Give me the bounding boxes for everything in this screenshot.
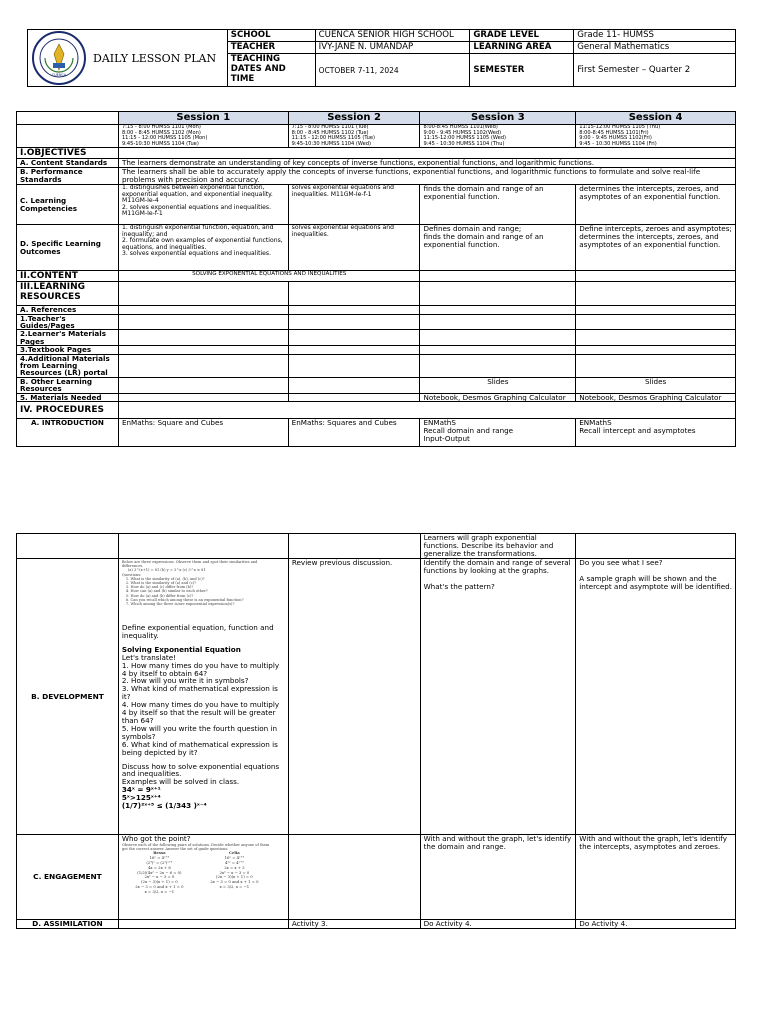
engagement-s1 [118, 835, 288, 920]
performance-standards-label: B. Performance Standards [17, 168, 119, 185]
competencies-label: C. Learning Competencies [17, 185, 119, 225]
engagement-title: Who got the point? [121, 834, 191, 843]
solution-step: 4x = 2x + 6 [148, 864, 171, 870]
empty-cell [288, 282, 420, 306]
materials-s3: Notebook, Desmos Graphing Calculator [420, 393, 576, 402]
area-label: LEARNING AREA [470, 42, 574, 54]
grade-label: GRADE LEVEL [470, 30, 574, 42]
materials-s4: Notebook, Desmos Graphing Calculator [576, 393, 736, 402]
schedule-line: 9:45-10:30 HUMSS 1104 (Wed) [291, 140, 371, 147]
resources-heading: III.LEARNING RESOURCES [17, 282, 119, 306]
empty-cell [288, 346, 420, 354]
dates-value: OCTOBER 7-11, 2024 [315, 54, 470, 87]
outcomes-label: D. Specific Learning Outcomes [17, 225, 119, 271]
schedule-line: 7:15 - 8:00 HUMSS 1101 (Mon) [121, 124, 201, 130]
empty-cell [420, 306, 576, 314]
session-4-title: Session 4 [576, 112, 736, 125]
content-standards-text: The learners demonstrate an understanding of key concepts of inverse functions, exponential functions, and logarithmic functions. [118, 159, 735, 168]
empty-cell [420, 314, 576, 330]
objectives-spacer [118, 148, 735, 159]
solution-step: 16ˣ = 4ˣ⁺³ [224, 855, 245, 861]
schedule-line: 9:00 - 9:45 HUMSS 1102(Wed) [423, 129, 502, 136]
empty-cell [420, 354, 576, 377]
thumb-line: 1. What is the similarity of (a), (b), and (c)? [125, 576, 205, 581]
assimilation-label: D. ASSIMILATION [17, 920, 119, 929]
empty-cell [288, 354, 420, 377]
teacher-guides-label: 1.Teacher's Guides/Pages [17, 314, 119, 330]
teacher-label: TEACHER [227, 42, 315, 54]
example-3: (1/7)²ˣ⁺⁵ ≤ (1/343 )ˣ⁻⁴ [121, 801, 207, 811]
other-resources-s2 [288, 377, 420, 393]
engagement-s3: With and without the graph, let's identify the domain and range. [420, 835, 576, 920]
other-resources-s3: Slides [420, 377, 576, 393]
thumb-line: Below are three expressions. Observe them and spot their similarities and differences. [121, 560, 258, 569]
development-s1 [118, 559, 288, 835]
schedule-line: 11:15 - 12:00 HUMSS 1105 (Tue) [291, 135, 376, 142]
intro-s1: EnMaths: Square and Cubes [118, 419, 288, 447]
questions-image [122, 560, 260, 618]
schedule-line: 11:15 - 12:00 HUMSS 1105 (Mon) [121, 135, 208, 142]
thumb-line: 2. What is the similarity of (a) and (c)? [125, 581, 197, 586]
school-value: CUENCA SENIOR HIGH SCHOOL [315, 30, 470, 42]
content-topic: SOLVING EXPONENTIAL EQUATIONS AND INEQUALITIES [118, 271, 420, 282]
outcome-s3: Defines domain and range; finds the domain and range of an exponential function. [420, 225, 576, 271]
graph-activity-s3: Learners will graph exponential functions. Describe its behavior and generalize the transformations. [420, 534, 576, 559]
assimilation-s4: Do Activity 4. [576, 920, 736, 929]
empty-cell [576, 354, 736, 377]
school-seal-icon [31, 30, 87, 86]
development-s2: Review previous discussion. [288, 559, 420, 835]
engagement-label: C. ENGAGEMENT [17, 835, 119, 920]
content-s3 [420, 271, 576, 282]
schedule-line: 9:45-10:30 HUMSS 1104 (Tue) [121, 140, 199, 147]
thumb-line: 3. How do (a) and (c) differ from (b)? [125, 585, 194, 590]
corner-cell [17, 112, 119, 125]
thumb-line: 4. How can (a) and (b) similar to each other? [125, 589, 208, 594]
header-table [27, 29, 736, 87]
solution-step: 2x − 3 = 0 and x + 1 = 0 [210, 879, 259, 885]
translate-questions: 1. How many times do you have to multiply 4 by itself to obtain 64? 2. How will you write it in symbols? 3. What kind of mathematical expression is it? 4. How many times do you have to multiply 4 by itself so that the result will be greater than 64? 5. How will you write the fourth question in symbols? 6. What kind of mathematical expression is being depicted by it? [121, 660, 280, 757]
session-4-schedule [576, 125, 736, 148]
empty-cell [576, 534, 736, 559]
session-3-title: Session 3 [420, 112, 576, 125]
empty-cell [118, 306, 288, 314]
learner-materials-label: 2.Learner's Materials Pages [17, 330, 119, 346]
content-heading: II.CONTENT [17, 271, 119, 282]
procedures-spacer [118, 402, 735, 419]
thumb-line: 6. Can you recall which among these is an exponential function? [125, 597, 244, 602]
session-1-schedule [118, 125, 288, 148]
solution-step: (1/2)(4x² − 2x − 6 = 0) [137, 869, 182, 875]
empty-cell [288, 314, 420, 330]
discuss-text: Discuss how to solve exponential equations and inequalities. Examples will be solved in class. [121, 761, 280, 787]
thumb-line: 7. Which among the three is/are exponential expression(s)? [125, 602, 235, 607]
empty-cell [118, 354, 288, 377]
schedule-line: 8:00-8:45 HUMSS 1101(Fri) [579, 129, 649, 136]
other-resources-s1 [118, 377, 288, 393]
lesson-plan-table [16, 111, 736, 447]
solution-step: x = 3/2, x = −1 [144, 888, 175, 894]
thumb-intro: Observe each of the following pairs of solutions. Decide whether anyone of them got the correct answer. Answer the set of guide questions. [121, 842, 270, 852]
assimilation-s1 [118, 920, 288, 929]
schedule-line: 9:45 - 10:30 HUMSS 1104 (Fri) [579, 140, 657, 147]
schedule-line: 11:15-12:00 HUMSS 1105 (Thu) [579, 124, 661, 130]
solution-step: (2x − 3)(x + 1) = 0 [216, 874, 253, 880]
competency-s2: solves exponential equations and inequalities. M11GM-Ie-f-1 [288, 185, 420, 225]
empty-cell [288, 534, 420, 559]
outcome-s2: solves exponential equations and inequalities. [288, 225, 420, 271]
outcome-s4: Define intercepts, zeroes and asymptotes; determines the intercepts, zeroes, and asymptotes of an exponential function. [576, 225, 736, 271]
development-s4: Do you see what I see? A sample graph will be shown and the intercept and asymptote will be identified. [576, 559, 736, 835]
engagement-s4: With and without the graph, let's identify the intercepts, asymptotes and zeroes. [576, 835, 736, 920]
schedule-line: 8:00 - 8:45 HUMSS 1102 (Tue) [291, 129, 369, 136]
performance-standards-text: The learners shall be able to accurately apply the concepts of inverse functions, exponential functions, and logarithmic functions to formulate and solve real-life problems with precision and accuracy. [118, 168, 735, 185]
svg-text:CUENCA: CUENCA [51, 73, 67, 77]
logo-title-cell [28, 30, 228, 87]
other-resources-label: B. Other Learning Resources [17, 377, 119, 393]
materials-needed-label: 5. Materials Needed [17, 393, 119, 402]
empty-cell [118, 314, 288, 330]
empty-cell [118, 534, 288, 559]
empty-cell [576, 314, 736, 330]
solution-step: (2x − 3)(x + 1) = 0 [141, 879, 178, 885]
dates-label: TEACHING DATES AND TIME [227, 54, 315, 87]
intro-s2: EnMaths: Squares and Cubes [288, 419, 420, 447]
thumb-line: (a) 3^(x+1) = 81 (b) y = 3^x (c) 3^x ≤ 81 [127, 568, 206, 573]
bessa-title: Bessa [153, 850, 166, 856]
translate-text: Let's translate! [121, 652, 177, 662]
schedule-line: 11:15-12:00 HUMSS 1105 (Wed) [423, 135, 506, 142]
solution-step: 4²ˣ = 4ˣ⁺³ [225, 859, 244, 865]
solutions-image [122, 843, 272, 895]
procedures-heading: IV. PROCEDURES [17, 402, 119, 419]
celia-title: Celia [228, 850, 240, 856]
solving-title: Solving Exponential Equation [121, 644, 241, 654]
solution-step: 2x² − x − 3 = 0 [219, 869, 250, 875]
empty-cell [118, 346, 288, 354]
materials-s2 [288, 393, 420, 402]
schedule-line: 9:00 - 9:45 HUMSS 1102(Fri) [579, 135, 652, 142]
celia-solution [197, 851, 272, 894]
additional-materials-label: 4.Additional Materials from Learning Resources (LR) portal [17, 354, 119, 377]
thumb-line: Questions: [121, 572, 142, 577]
development-label: B. DEVELOPMENT [17, 559, 119, 835]
plan-title: DAILY LESSON PLAN [93, 51, 217, 65]
solution-step: 2x² − x − 3 = 0 [144, 874, 175, 880]
introduction-label: A. INTRODUCTION [17, 419, 119, 447]
session-1-title: Session 1 [118, 112, 288, 125]
semester-label: SEMESTER [470, 54, 574, 87]
empty-cell [576, 306, 736, 314]
empty-cell [576, 282, 736, 306]
references-label: A. References [17, 306, 119, 314]
empty-cell [288, 306, 420, 314]
competency-s4: determines the intercepts, zeroes, and asymptotes of an exponential function. [576, 185, 736, 225]
solution-step: 2x − 3 = 0 and x + 1 = 0 [135, 883, 184, 889]
semester-value: First Semester – Quarter 2 [574, 54, 736, 87]
intro-s4: ENMathS Recall intercept and asymptotes [576, 419, 736, 447]
development-s3: Identify the domain and range of several functions by looking at the graphs. What's the pattern? [420, 559, 576, 835]
session-3-schedule [420, 125, 576, 148]
content-standards-label: A. Content Standards [17, 159, 119, 168]
other-resources-s4: Slides [576, 377, 736, 393]
intro-s3: ENMathS Recall domain and range Input-Output [420, 419, 576, 447]
solution-step: (2⁴)ˣ = (2²)ˣ⁺³ [146, 859, 173, 865]
grade-value: Grade 11- HUMSS [574, 30, 736, 42]
solution-step: 2x = x + 3 [224, 864, 245, 870]
empty-cell [420, 282, 576, 306]
solution-step: x = 3/2, x = −1 [219, 883, 250, 889]
empty-cell [576, 330, 736, 346]
outcome-s1: 1. distinguish exponential function, equation, and inequality; and 2. formulate own examples of exponential functions, equations, and inequalities. 3. solves exponential equations and inequalities. [118, 225, 288, 271]
schedule-corner [17, 125, 119, 148]
schedule-line: 7:15 - 8:00 HUMSS 1101 (Tue) [291, 124, 369, 130]
competency-s1: 1. distinguishes between exponential function, exponential equation, and exponential inequality. M11GM-Ie-4 2. solves exponential equations and inequalities. M11GM-Ie-f-1 [118, 185, 288, 225]
empty-cell [576, 346, 736, 354]
area-value: General Mathematics [574, 42, 736, 54]
example-2: 5ˣ>125ˣ⁺⁴ [121, 793, 161, 803]
schedule-line: 9:45 - 10:30 HUMSS 1104 (Thu) [423, 140, 505, 147]
bessa-solution [122, 851, 197, 894]
materials-s1 [118, 393, 288, 402]
assimilation-s3: Do Activity 4. [420, 920, 576, 929]
teacher-value: IVY-JANE N. UMANDAP [315, 42, 470, 54]
empty-cell [420, 330, 576, 346]
empty-cell [288, 330, 420, 346]
objectives-heading: I.OBJECTIVES [17, 148, 119, 159]
schedule-line: 8:00 - 8:45 HUMSS 1102 (Mon) [121, 129, 201, 136]
assimilation-s2: Activity 3. [288, 920, 420, 929]
session-2-title: Session 2 [288, 112, 420, 125]
empty-cell [420, 346, 576, 354]
thumb-line: 5. How do (a) and (b) differ from (c)? [125, 593, 194, 598]
empty-cell [17, 534, 119, 559]
textbook-label: 3.Textbook Pages [17, 346, 119, 354]
engagement-s2 [288, 835, 420, 920]
schedule-line: 8:00-8:45 HUMSS 1101(Wed) [423, 124, 498, 130]
example-1: 34ˣ = 9ˣ⁺¹ [121, 785, 161, 795]
solution-step: 16ˣ = 4ˣ⁺³ [149, 855, 170, 861]
empty-cell [118, 330, 288, 346]
define-text: Define exponential equation, function and inequality. [121, 623, 274, 640]
empty-cell [118, 282, 288, 306]
content-s4 [576, 271, 736, 282]
session-2-schedule [288, 125, 420, 148]
competency-s3: finds the domain and range of an exponential function. [420, 185, 576, 225]
school-label: SCHOOL [227, 30, 315, 42]
procedures-table-continued [16, 533, 736, 929]
